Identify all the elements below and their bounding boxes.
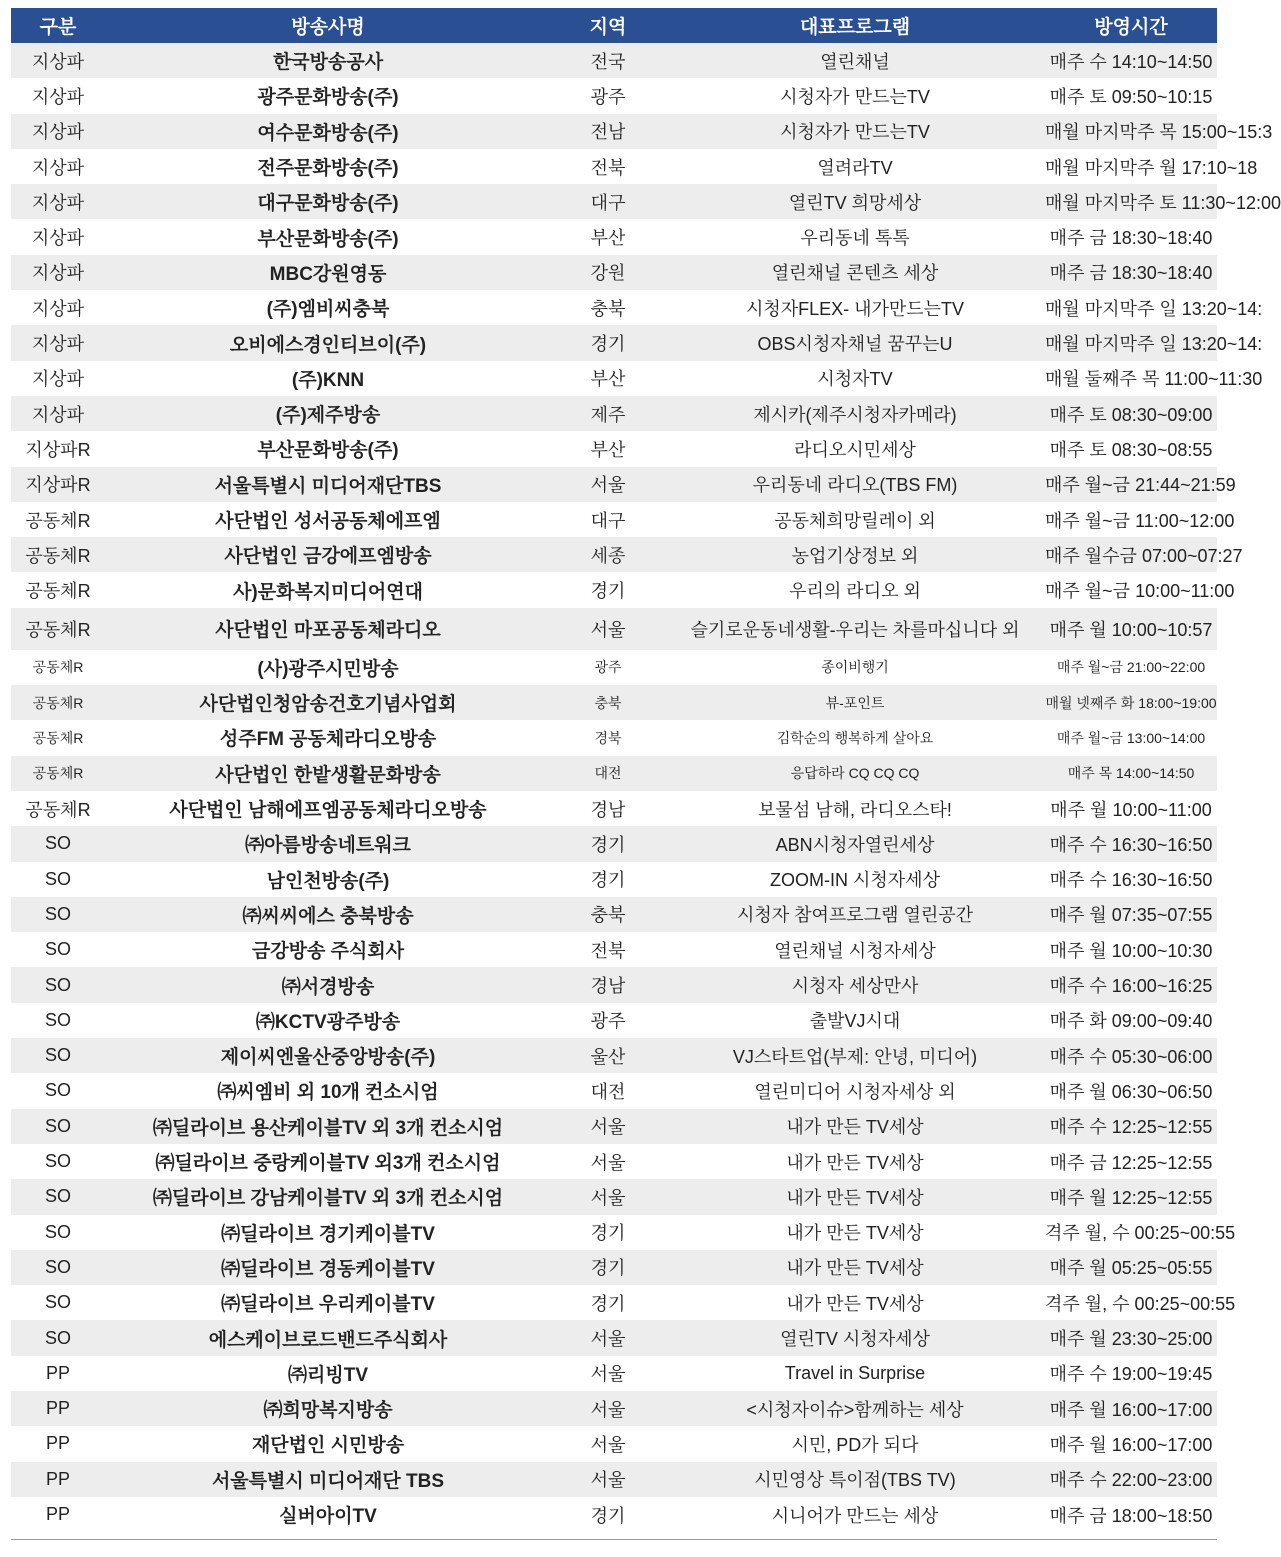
region-cell: 대구: [551, 502, 665, 537]
airtime-cell: 매주 수 16:30~16:50: [1045, 826, 1217, 861]
broadcaster-cell: 광주문화방송(주): [105, 78, 551, 113]
broadcaster-cell: ㈜딜라이브 중랑케이블TV 외3개 컨소시엄: [105, 1144, 551, 1179]
airtime-cell: 매주 월 16:00~17:00: [1045, 1426, 1217, 1461]
program-cell: 응답하라 CQ CQ CQ: [665, 756, 1045, 791]
airtime-cell: 매주 월~금 11:00~12:00: [1045, 502, 1217, 537]
program-cell: <시청자이슈>함께하는 세상: [665, 1391, 1045, 1426]
airtime-cell: 매주 월 23:30~25:00: [1045, 1320, 1217, 1355]
region-cell: 서울: [551, 1462, 665, 1497]
table-row: [11, 184, 1217, 219]
table-row: [11, 1320, 1217, 1355]
broadcaster-cell: 전주문화방송(주): [105, 149, 551, 184]
program-cell: 공동체희망릴레이 외: [665, 502, 1045, 537]
region-cell: 전남: [551, 114, 665, 149]
region-cell: 전북: [551, 149, 665, 184]
table-bottom-line: [11, 1539, 1217, 1540]
table-row: [11, 572, 1217, 607]
type-cell: SO: [11, 1073, 105, 1108]
type-cell: PP: [11, 1391, 105, 1426]
table-row: [11, 862, 1217, 897]
type-cell: 공동체R: [11, 572, 105, 607]
program-cell: 우리의 라디오 외: [665, 572, 1045, 607]
type-cell: 지상파: [11, 149, 105, 184]
airtime-cell: 매주 수 05:30~06:00: [1045, 1038, 1217, 1073]
table-body: [11, 43, 1281, 1532]
type-cell: 지상파: [11, 43, 105, 78]
type-cell: SO: [11, 1320, 105, 1355]
type-cell: SO: [11, 1285, 105, 1320]
broadcaster-cell: 성주FM 공동체라디오방송: [105, 720, 551, 755]
table-row: [11, 537, 1217, 572]
table-row: [11, 1179, 1217, 1214]
type-cell: 공동체R: [11, 537, 105, 572]
program-cell: ZOOM-IN 시청자세상: [665, 862, 1045, 897]
airtime-cell: 매주 월~금 21:00~22:00: [1045, 650, 1217, 685]
region-cell: 울산: [551, 1038, 665, 1073]
region-cell: 경기: [551, 1285, 665, 1320]
type-cell: 지상파: [11, 184, 105, 219]
table-row: [11, 826, 1217, 861]
table-row: [11, 1426, 1217, 1461]
header-program: 대표프로그램: [665, 8, 1045, 43]
region-cell: 서울: [551, 1320, 665, 1355]
broadcaster-cell: (주)제주방송: [105, 396, 551, 431]
airtime-cell: 매주 수 14:10~14:50: [1045, 43, 1217, 78]
airtime-cell: 매주 월 05:25~05:55: [1045, 1250, 1217, 1285]
table-row: [11, 325, 1217, 360]
program-cell: 열린TV 시청자세상: [665, 1320, 1045, 1355]
type-cell: 지상파: [11, 78, 105, 113]
table-row: [11, 1285, 1217, 1320]
table-row: [11, 114, 1217, 149]
region-cell: 서울: [551, 467, 665, 502]
airtime-cell: 매주 월 06:30~06:50: [1045, 1073, 1217, 1108]
type-cell: 지상파: [11, 361, 105, 396]
region-cell: 경기: [551, 862, 665, 897]
region-cell: 대전: [551, 756, 665, 791]
airtime-cell: 매주 월~금 13:00~14:00: [1045, 720, 1217, 755]
type-cell: SO: [11, 967, 105, 1002]
header-airtime: 방영시간: [1045, 8, 1217, 43]
type-cell: PP: [11, 1426, 105, 1461]
type-cell: SO: [11, 932, 105, 967]
program-cell: 내가 만든 TV세상: [665, 1144, 1045, 1179]
airtime-cell: 매주 수 19:00~19:45: [1045, 1356, 1217, 1391]
program-cell: 종이비행기: [665, 650, 1045, 685]
table-row: [11, 791, 1217, 826]
broadcaster-cell: ㈜서경방송: [105, 967, 551, 1002]
airtime-cell: 매주 월~금 21:44~21:59: [1045, 467, 1217, 502]
region-cell: 경기: [551, 325, 665, 360]
program-cell: 내가 만든 TV세상: [665, 1285, 1045, 1320]
broadcaster-cell: ㈜씨씨에스 충북방송: [105, 897, 551, 932]
broadcaster-cell: 제이씨엔울산중앙방송(주): [105, 1038, 551, 1073]
program-cell: 슬기로운동네생활-우리는 차를마십니다 외: [665, 608, 1045, 650]
region-cell: 광주: [551, 650, 665, 685]
airtime-cell: 매월 마지막주 일 13:20~14:: [1045, 325, 1217, 360]
airtime-cell: 매주 화 09:00~09:40: [1045, 1003, 1217, 1038]
table-row: [11, 219, 1217, 254]
table-row: [11, 1462, 1217, 1497]
region-cell: 부산: [551, 219, 665, 254]
header-type: 구분: [11, 8, 105, 43]
program-cell: 시청자TV: [665, 361, 1045, 396]
airtime-cell: 매주 월 16:00~17:00: [1045, 1391, 1217, 1426]
table-row: [11, 720, 1217, 755]
table-row: [11, 78, 1217, 113]
airtime-cell: 매주 수 16:00~16:25: [1045, 967, 1217, 1002]
table-row: [11, 431, 1217, 466]
type-cell: 지상파: [11, 255, 105, 290]
program-cell: 김학순의 행복하게 살아요: [665, 720, 1045, 755]
airtime-cell: 매주 금 18:30~18:40: [1045, 219, 1217, 254]
broadcaster-cell: ㈜딜라이브 우리케이블TV: [105, 1285, 551, 1320]
type-cell: 지상파: [11, 396, 105, 431]
region-cell: 경북: [551, 720, 665, 755]
broadcaster-cell: ㈜KCTV광주방송: [105, 1003, 551, 1038]
table-row: [11, 255, 1217, 290]
airtime-cell: 매주 금 18:00~18:50: [1045, 1497, 1217, 1532]
broadcaster-cell: 금강방송 주식회사: [105, 932, 551, 967]
broadcaster-cell: 남인천방송(주): [105, 862, 551, 897]
region-cell: 서울: [551, 1426, 665, 1461]
table-row: [11, 396, 1217, 431]
broadcaster-cell: 부산문화방송(주): [105, 431, 551, 466]
broadcaster-cell: 실버아이TV: [105, 1497, 551, 1532]
program-cell: 열려라TV: [665, 149, 1045, 184]
table-row: [11, 650, 1217, 685]
airtime-cell: 매주 월 10:00~11:00: [1045, 791, 1217, 826]
table-row: [11, 967, 1217, 1002]
program-cell: 제시카(제주시청자카메라): [665, 396, 1045, 431]
region-cell: 부산: [551, 431, 665, 466]
region-cell: 서울: [551, 1144, 665, 1179]
program-cell: 시민, PD가 되다: [665, 1426, 1045, 1461]
broadcaster-cell: 서울특별시 미디어재단TBS: [105, 467, 551, 502]
program-cell: 열린미디어 시청자세상 외: [665, 1073, 1045, 1108]
broadcaster-cell: ㈜씨엠비 외 10개 컨소시엄: [105, 1073, 551, 1108]
type-cell: PP: [11, 1462, 105, 1497]
airtime-cell: 매월 마지막주 토 11:30~12:00: [1045, 184, 1217, 219]
broadcast-table-wrapper: [11, 8, 1281, 1532]
broadcaster-cell: (주)KNN: [105, 361, 551, 396]
region-cell: 경기: [551, 1250, 665, 1285]
region-cell: 광주: [551, 1003, 665, 1038]
broadcast-schedule-table: [11, 8, 1281, 1532]
airtime-cell: 매주 월 12:25~12:55: [1045, 1179, 1217, 1214]
program-cell: 시청자FLEX- 내가만드는TV: [665, 290, 1045, 325]
type-cell: PP: [11, 1356, 105, 1391]
region-cell: 대전: [551, 1073, 665, 1108]
region-cell: 대구: [551, 184, 665, 219]
table-row: [11, 608, 1217, 650]
table-row: [11, 361, 1217, 396]
region-cell: 서울: [551, 1179, 665, 1214]
table-row: [11, 897, 1217, 932]
region-cell: 강원: [551, 255, 665, 290]
broadcaster-cell: 사단법인청암송건호기념사업회: [105, 685, 551, 720]
airtime-cell: 격주 월, 수 00:25~00:55: [1045, 1215, 1217, 1250]
airtime-cell: 매주 월 10:00~10:57: [1045, 608, 1217, 650]
region-cell: 경기: [551, 826, 665, 861]
type-cell: SO: [11, 862, 105, 897]
region-cell: 서울: [551, 1391, 665, 1426]
program-cell: 시청자가 만드는TV: [665, 78, 1045, 113]
program-cell: OBS시청자채널 꿈꾸는U: [665, 325, 1045, 360]
airtime-cell: 매주 금 12:25~12:55: [1045, 1144, 1217, 1179]
table-row: [11, 1356, 1217, 1391]
region-cell: 경기: [551, 1215, 665, 1250]
table-row: [11, 1073, 1217, 1108]
table-row: [11, 685, 1217, 720]
header-region: 지역: [551, 8, 665, 43]
region-cell: 세종: [551, 537, 665, 572]
table-row: [11, 290, 1217, 325]
airtime-cell: 매주 수 22:00~23:00: [1045, 1462, 1217, 1497]
region-cell: 광주: [551, 78, 665, 113]
type-cell: 공동체R: [11, 502, 105, 537]
broadcaster-cell: ㈜딜라이브 경기케이블TV: [105, 1215, 551, 1250]
broadcaster-cell: 여수문화방송(주): [105, 114, 551, 149]
airtime-cell: 매주 월 07:35~07:55: [1045, 897, 1217, 932]
airtime-cell: 매월 마지막주 일 13:20~14:: [1045, 290, 1217, 325]
broadcaster-cell: 사단법인 금강에프엠방송: [105, 537, 551, 572]
program-cell: 열린채널: [665, 43, 1045, 78]
broadcaster-cell: 부산문화방송(주): [105, 219, 551, 254]
program-cell: 시청자 세상만사: [665, 967, 1045, 1002]
broadcaster-cell: 사단법인 남해에프엠공동체라디오방송: [105, 791, 551, 826]
broadcaster-cell: 서울특별시 미디어재단 TBS: [105, 1462, 551, 1497]
table-row: [11, 43, 1217, 78]
airtime-cell: 매주 수 16:30~16:50: [1045, 862, 1217, 897]
program-cell: 시청자가 만드는TV: [665, 114, 1045, 149]
program-cell: 출발VJ시대: [665, 1003, 1045, 1038]
airtime-cell: 격주 월, 수 00:25~00:55: [1045, 1285, 1217, 1320]
table-row: [11, 1391, 1217, 1426]
region-cell: 서울: [551, 1356, 665, 1391]
table-row: [11, 1144, 1217, 1179]
broadcaster-cell: 에스케이브로드밴드주식회사: [105, 1320, 551, 1355]
broadcaster-cell: 대구문화방송(주): [105, 184, 551, 219]
type-cell: 지상파: [11, 290, 105, 325]
type-cell: 공동체R: [11, 720, 105, 755]
type-cell: SO: [11, 1109, 105, 1144]
program-cell: 농업기상정보 외: [665, 537, 1045, 572]
type-cell: 공동체R: [11, 608, 105, 650]
type-cell: 공동체R: [11, 650, 105, 685]
type-cell: SO: [11, 826, 105, 861]
airtime-cell: 매주 토 08:30~08:55: [1045, 431, 1217, 466]
table-row: [11, 1250, 1217, 1285]
type-cell: 공동체R: [11, 756, 105, 791]
region-cell: 충북: [551, 897, 665, 932]
program-cell: 보물섬 남해, 라디오스타!: [665, 791, 1045, 826]
type-cell: 지상파R: [11, 431, 105, 466]
type-cell: SO: [11, 1179, 105, 1214]
broadcaster-cell: MBC강원영동: [105, 255, 551, 290]
program-cell: 내가 만든 TV세상: [665, 1109, 1045, 1144]
table-row: [11, 1215, 1217, 1250]
airtime-cell: 매주 월~금 10:00~11:00: [1045, 572, 1217, 607]
table-row: [11, 1109, 1217, 1144]
airtime-cell: 매월 넷째주 화 18:00~19:00: [1045, 685, 1217, 720]
type-cell: SO: [11, 1215, 105, 1250]
airtime-cell: 매주 수 12:25~12:55: [1045, 1109, 1217, 1144]
broadcaster-cell: 사)문화복지미디어연대: [105, 572, 551, 607]
program-cell: 열린채널 시청자세상: [665, 932, 1045, 967]
region-cell: 경기: [551, 572, 665, 607]
broadcaster-cell: 한국방송공사: [105, 43, 551, 78]
broadcaster-cell: ㈜리빙TV: [105, 1356, 551, 1391]
region-cell: 부산: [551, 361, 665, 396]
header-broadcaster: 방송사명: [105, 8, 551, 43]
program-cell: 시니어가 만드는 세상: [665, 1497, 1045, 1532]
table-row: [11, 932, 1217, 967]
region-cell: 서울: [551, 608, 665, 650]
program-cell: VJ스타트업(부제: 안녕, 미디어): [665, 1038, 1045, 1073]
region-cell: 충북: [551, 685, 665, 720]
region-cell: 제주: [551, 396, 665, 431]
airtime-cell: 매주 금 18:30~18:40: [1045, 255, 1217, 290]
type-cell: 지상파: [11, 219, 105, 254]
broadcaster-cell: 사단법인 성서공동체에프엠: [105, 502, 551, 537]
region-cell: 서울: [551, 1109, 665, 1144]
table-row: [11, 149, 1217, 184]
region-cell: 충북: [551, 290, 665, 325]
type-cell: SO: [11, 897, 105, 932]
table-header-row: [11, 8, 1217, 43]
region-cell: 전북: [551, 932, 665, 967]
airtime-cell: 매월 마지막주 월 17:10~18: [1045, 149, 1217, 184]
airtime-cell: 매월 마지막주 목 15:00~15:3: [1045, 114, 1217, 149]
program-cell: 뷰-포인트: [665, 685, 1045, 720]
table-row: [11, 1003, 1217, 1038]
table-row: [11, 1038, 1217, 1073]
airtime-cell: 매주 월수금 07:00~07:27: [1045, 537, 1217, 572]
program-cell: Travel in Surprise: [665, 1356, 1045, 1391]
program-cell: 라디오시민세상: [665, 431, 1045, 466]
broadcaster-cell: ㈜아름방송네트워크: [105, 826, 551, 861]
program-cell: 내가 만든 TV세상: [665, 1179, 1045, 1214]
table-row: [11, 502, 1217, 537]
type-cell: SO: [11, 1144, 105, 1179]
broadcaster-cell: 사단법인 마포공동체라디오: [105, 608, 551, 650]
program-cell: ABN시청자열린세상: [665, 826, 1045, 861]
airtime-cell: 매주 토 08:30~09:00: [1045, 396, 1217, 431]
program-cell: 내가 만든 TV세상: [665, 1250, 1045, 1285]
broadcaster-cell: ㈜희망복지방송: [105, 1391, 551, 1426]
type-cell: 공동체R: [11, 685, 105, 720]
program-cell: 우리동네 톡톡: [665, 219, 1045, 254]
broadcaster-cell: 사단법인 한밭생활문화방송: [105, 756, 551, 791]
broadcaster-cell: (사)광주시민방송: [105, 650, 551, 685]
type-cell: 공동체R: [11, 791, 105, 826]
program-cell: 내가 만든 TV세상: [665, 1215, 1045, 1250]
program-cell: 시청자 참여프로그램 열린공간: [665, 897, 1045, 932]
type-cell: SO: [11, 1250, 105, 1285]
broadcaster-cell: ㈜딜라이브 경동케이블TV: [105, 1250, 551, 1285]
program-cell: 시민영상 특이점(TBS TV): [665, 1462, 1045, 1497]
table-row: [11, 756, 1217, 791]
type-cell: 지상파: [11, 114, 105, 149]
region-cell: 경남: [551, 967, 665, 1002]
broadcaster-cell: ㈜딜라이브 강남케이블TV 외 3개 컨소시엄: [105, 1179, 551, 1214]
type-cell: SO: [11, 1003, 105, 1038]
type-cell: 지상파R: [11, 467, 105, 502]
broadcaster-cell: ㈜딜라이브 용산케이블TV 외 3개 컨소시엄: [105, 1109, 551, 1144]
broadcaster-cell: (주)엠비씨충북: [105, 290, 551, 325]
program-cell: 우리동네 라디오(TBS FM): [665, 467, 1045, 502]
airtime-cell: 매주 토 09:50~10:15: [1045, 78, 1217, 113]
table-row: [11, 467, 1217, 502]
region-cell: 경기: [551, 1497, 665, 1532]
type-cell: SO: [11, 1038, 105, 1073]
program-cell: 열린TV 희망세상: [665, 184, 1045, 219]
region-cell: 경남: [551, 791, 665, 826]
broadcaster-cell: 재단법인 시민방송: [105, 1426, 551, 1461]
airtime-cell: 매주 목 14:00~14:50: [1045, 756, 1217, 791]
region-cell: 전국: [551, 43, 665, 78]
type-cell: PP: [11, 1497, 105, 1532]
type-cell: 지상파: [11, 325, 105, 360]
table-row: [11, 1497, 1217, 1532]
airtime-cell: 매월 둘째주 목 11:00~11:30: [1045, 361, 1217, 396]
program-cell: 열린채널 콘텐츠 세상: [665, 255, 1045, 290]
broadcaster-cell: 오비에스경인티브이(주): [105, 325, 551, 360]
airtime-cell: 매주 월 10:00~10:30: [1045, 932, 1217, 967]
